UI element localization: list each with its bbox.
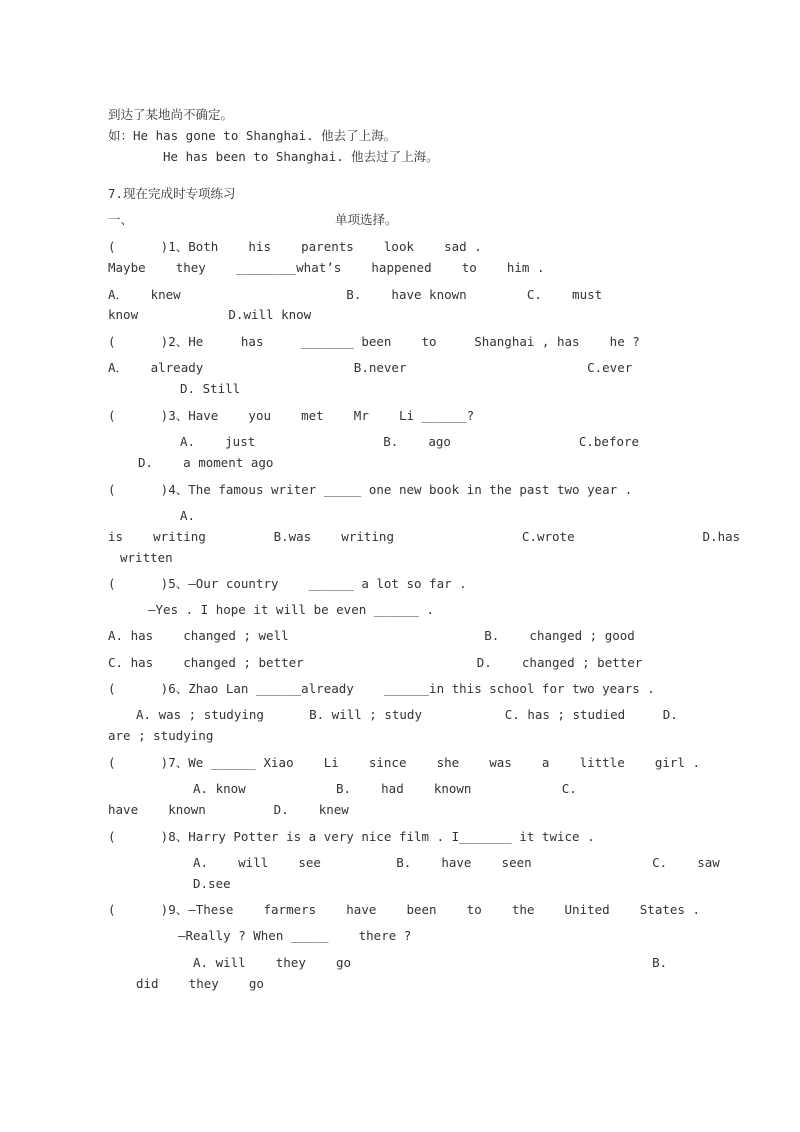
- question-options: A. was ; studying B. will ; study C. has ; studied D.: [136, 707, 678, 722]
- question-options: know D.will know: [108, 307, 312, 322]
- question-line: ( )7、We ______ Xiao Li since she was a little girl .: [108, 755, 700, 770]
- intro-line: 到达了某地尚不确定。: [108, 107, 234, 122]
- question-line: ( )9、—These farmers have been to the United States .: [108, 902, 700, 917]
- question-options: have known D. knew: [108, 802, 349, 817]
- intro-example: He has been to Shanghai. 他去过了上海。: [163, 149, 439, 164]
- intro-example: 如：He has gone to Shanghai. 他去了上海。: [108, 128, 397, 143]
- question-line: ( )8、Harry Potter is a very nice film . I_______ it twice .: [108, 829, 595, 844]
- question-options: C. has changed ; better D. changed ; better: [108, 655, 643, 670]
- question-line: Maybe they ________what’s happened to him .: [108, 260, 545, 275]
- question-options: A. will they go B.: [193, 955, 668, 970]
- question-line: ( )6、Zhao Lan ______already ______in this school for two years .: [108, 681, 655, 696]
- part-title: 单项选择。: [335, 212, 398, 227]
- section-title: 7.现在完成时专项练习: [108, 186, 236, 201]
- question-line: —Really ? When _____ there ?: [178, 928, 412, 943]
- question-options: A． knew B. have known C. must: [108, 287, 603, 302]
- question-options: A. will see B. have seen C. saw: [193, 855, 720, 870]
- part-number: 一、: [108, 212, 134, 227]
- question-options: D. Still: [180, 381, 241, 396]
- question-line: ( )4、The famous writer _____ one new book in the past two year .: [108, 482, 633, 497]
- question-options: A． already B.never C.ever: [108, 360, 633, 375]
- question-line: ( )5、—Our country ______ a lot so far .: [108, 576, 467, 591]
- question-options: A. know B. had known C.: [193, 781, 577, 796]
- question-line: —Yes . I hope it will be even ______ .: [148, 602, 434, 617]
- question-line: ( )1、Both his parents look sad .: [108, 239, 482, 254]
- question-options: is writing B.was writing C.wrote D.has: [108, 529, 741, 544]
- question-options: A. has changed ; well B. changed ; good: [108, 628, 635, 643]
- question-options: A. just B. ago C.before: [180, 434, 640, 449]
- question-options: written: [120, 550, 173, 565]
- question-line: ( )3、Have you met Mr Li ______?: [108, 408, 475, 423]
- question-options: are ; studying: [108, 728, 214, 743]
- question-options: D. a moment ago: [138, 455, 274, 470]
- question-options: did they go: [136, 976, 264, 991]
- question-options: A.: [180, 508, 196, 523]
- question-options: D.see: [193, 876, 231, 891]
- question-line: ( )2、He has _______ been to Shanghai , has he ?: [108, 334, 640, 349]
